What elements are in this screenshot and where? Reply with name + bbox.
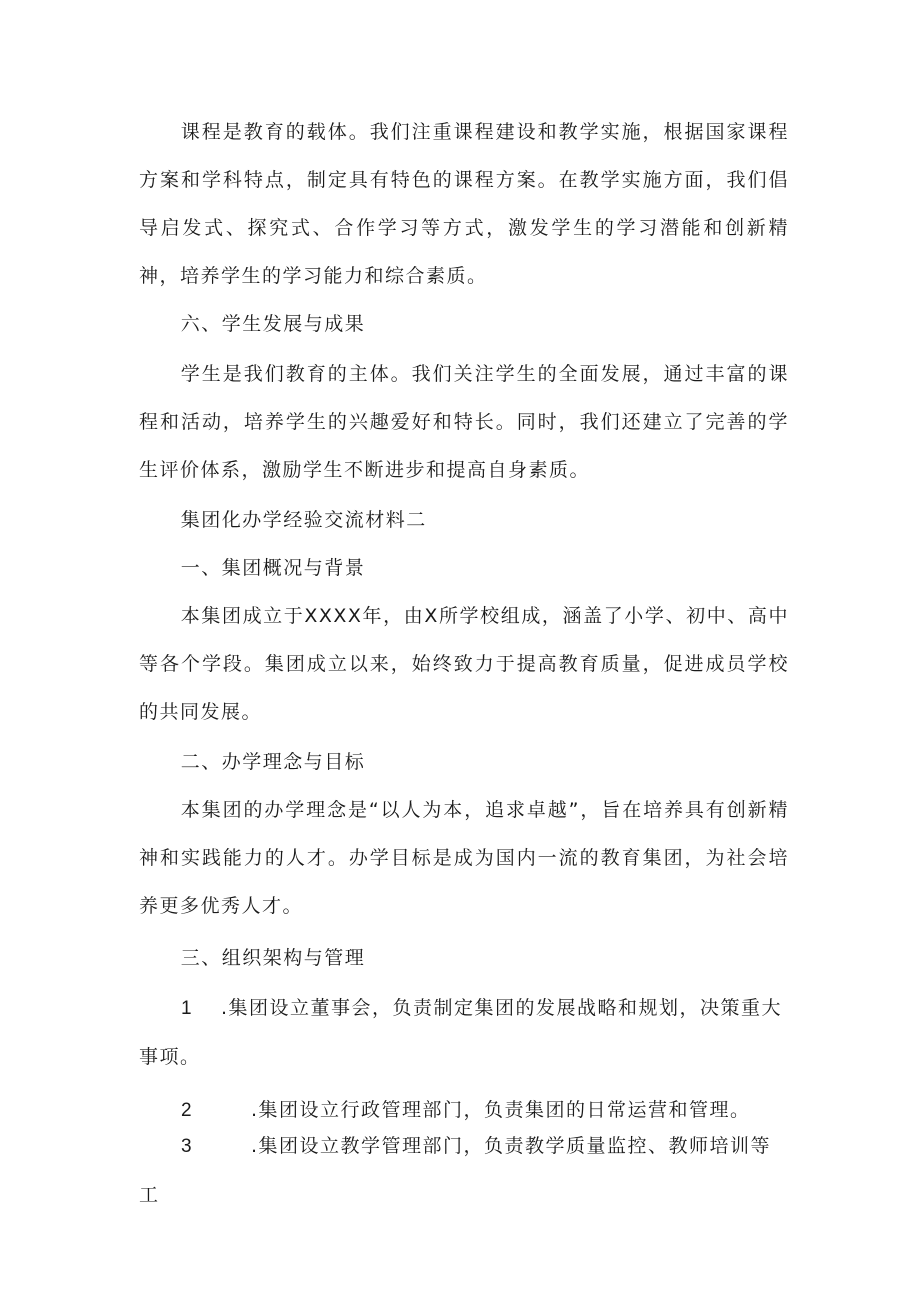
paragraph-curriculum: 课程是教育的载体。我们注重课程建设和教学实施，根据国家课程方案和学科特点，制定具有特色的课程方案。在教学实施方面，我们倡导启发式、探究式、合作学习等方式，激发学生的学习潜能和创新精神，培养学生的学习能力和综合素质。 xyxy=(139,121,789,287)
heading-philosophy-goals: 二、办学理念与目标 xyxy=(180,751,366,773)
section-title-material-two: 集团化办学经验交流材料二 xyxy=(180,509,427,531)
list-text: .集团设立教学管理部门，负责教学质量监控、教师培训等工 xyxy=(139,1135,772,1206)
list-item-3 xyxy=(139,1122,789,1219)
list-text: .集团设立行政管理部门，负责集团的日常运营和管理。 xyxy=(251,1099,751,1121)
list-item-1 xyxy=(139,984,789,1081)
paragraph-philosophy-goals: 本集团的办学理念是“以人为本，追求卓越”，旨在培养具有创新精神和实践能力的人才。办学目标是成为国内一流的教育集团，为社会培养更多优秀人才。 xyxy=(139,799,789,917)
list-number: 2 xyxy=(181,1100,194,1121)
heading-group-overview: 一、集团概况与背景 xyxy=(180,557,366,579)
paragraph-students: 学生是我们教育的主体。我们关注学生的全面发展，通过丰富的课程和活动，培养学生的兴趣爱好和特长。同时，我们还建立了完善的学生评价体系，激励学生不断进步和提高自身素质。 xyxy=(139,363,789,481)
list-text: .集团设立董事会，负责制定集团的发展战略和规划，决策重大事项。 xyxy=(139,997,783,1068)
list-number: 3 xyxy=(181,1136,194,1157)
list-number: 1 xyxy=(181,998,194,1019)
paragraph-group-overview: 本集团成立于XXXX年，由X所学校组成，涵盖了小学、初中、高中等各个学段。集团成立以来，始终致力于提高教育质量，促进成员学校的共同发展。 xyxy=(139,605,789,723)
heading-organization: 三、组织架构与管理 xyxy=(180,947,366,969)
heading-student-development: 六、学生发展与成果 xyxy=(180,313,366,335)
